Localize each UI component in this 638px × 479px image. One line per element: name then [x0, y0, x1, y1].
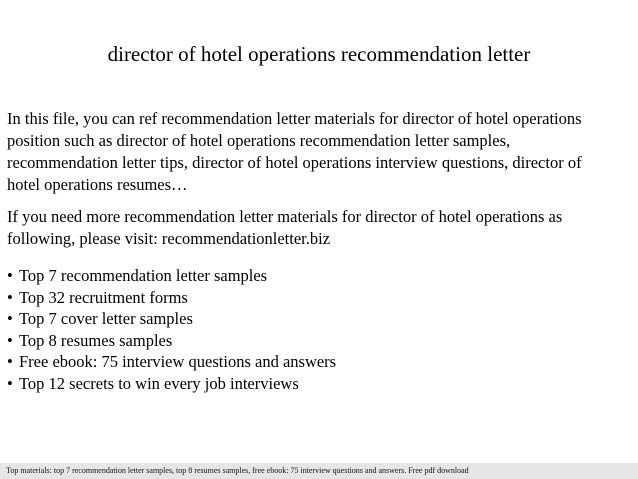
list-item [7, 351, 635, 373]
list-item [7, 373, 635, 395]
bullet-icon: • [7, 330, 13, 350]
more-info-line: If you need more recommendation letter materials for director of hotel operations as [7, 207, 563, 226]
list-item-label: Top 12 secrets to win every job interviews [19, 373, 299, 393]
intro-paragraph [7, 108, 635, 196]
more-info-line: following, please visit: recommendationletter.biz [7, 229, 331, 248]
footer-bar [0, 463, 638, 479]
bullet-icon: • [7, 309, 13, 328]
list-item-label: Top 7 recommendation letter samples [19, 266, 268, 285]
list-item-label: Top 8 resumes samples [19, 330, 173, 350]
bullet-icon: • [7, 373, 13, 393]
materials-list [7, 265, 635, 394]
list-item-label: Free ebook: 75 interview questions and answers [19, 352, 337, 371]
intro-line: recommendation letter tips, director of hotel operations interview questions, director of [7, 153, 582, 172]
more-info-paragraph [7, 206, 635, 250]
list-item-label: Top 7 cover letter samples [19, 309, 193, 328]
intro-line: position such as director of hotel operations recommendation letter samples, [7, 131, 511, 150]
list-item [7, 265, 635, 287]
bullet-icon: • [7, 266, 13, 285]
footer-text: Top materials: top 7 recommendation letter samples, top 8 resumes samples, free ebook: 75 interview questions and answers. Free pdf download [6, 466, 469, 475]
bullet-icon: • [7, 287, 13, 307]
list-item [7, 330, 635, 352]
list-item [7, 287, 635, 309]
list-item [7, 308, 635, 330]
intro-line: In this file, you can ref recommendation letter materials for director of hotel operations [7, 109, 582, 128]
bullet-icon: • [7, 352, 13, 371]
list-item-label: Top 32 recruitment forms [19, 287, 188, 307]
intro-line: hotel operations resumes… [7, 175, 188, 194]
document-title: director of hotel operations recommendation letter [107, 42, 531, 66]
